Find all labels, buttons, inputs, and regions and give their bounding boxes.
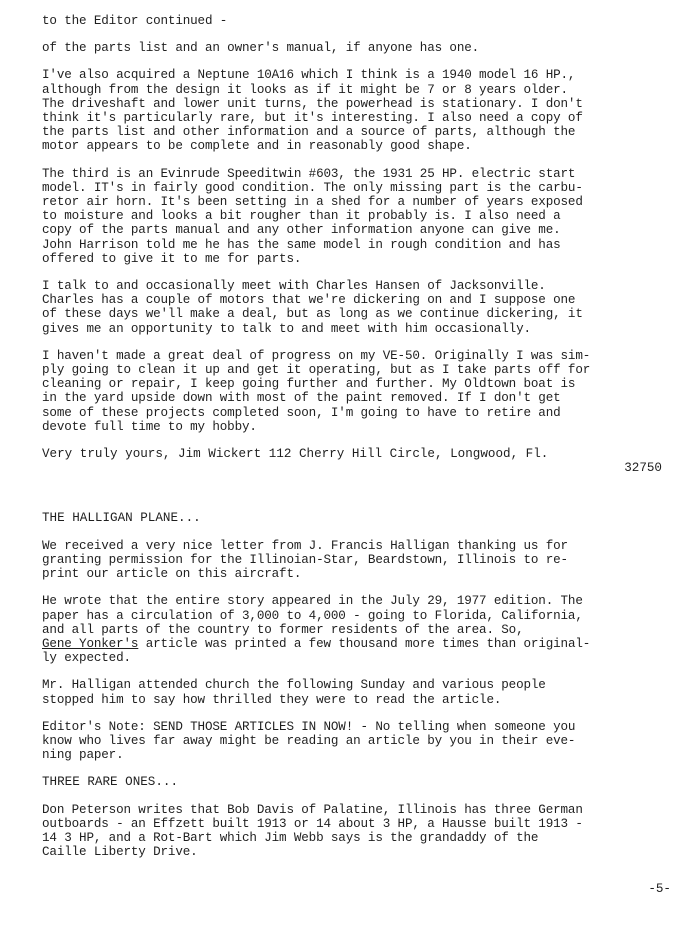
page-number: -5- (648, 882, 671, 896)
halligan-p2-text-after: article was printed a few thousand more times than original- ly expected. (42, 636, 591, 666)
letter-paragraph-2: I've also acquired a Neptune 10A16 which I think is a 1940 model 16 HP., although from the design it looks as if it might be 7 or 8 years older. The driveshaft and lower unit turns, the powerhead is stationary. I don't think it's particularly rare, but it's interesting. I also need a copy of the parts list and other information and a source of parts, although the motor appears to be complete and in reasonably good shape. (42, 68, 583, 154)
halligan-paragraph-1: We received a very nice letter from J. Francis Halligan thanking us for granting permission for the Illinoian-Star, Beardstown, Illinois to re- print our article on this aircraft. (42, 538, 568, 582)
editors-note: Editor's Note: SEND THOSE ARTICLES IN NOW! - No telling when someone you know who lives far away might be reading an article by you in their eve- ning paper. (42, 719, 576, 763)
halligan-paragraph-2 (42, 594, 668, 665)
author-name-underlined: Gene Yonker's (42, 636, 139, 651)
section-heading-rare: THREE RARE ONES... (42, 775, 179, 790)
rare-paragraph-1: Don Peterson writes that Bob Davis of Palatine, Illinois has three German outboards - an Effzett built 1913 or 14 about 3 HP, a Hausse built 1913 - 14 3 HP, and a Rot-Bart which Jim Webb says is the grandaddy of the Caille Liberty Drive. (42, 802, 583, 860)
letter-paragraph-4: I talk to and occasionally meet with Charles Hansen of Jacksonville. Charles has a couple of motors that we're dickering on and I suppose one of these days we'll make a deal, but as long as we continue dickering, it gives me an opportunity to talk to and meet with him occasionally. (42, 279, 583, 336)
halligan-paragraph-3: Mr. Halligan attended church the following Sunday and various people stopped him to say how thrilled they were to read the article. (42, 678, 546, 707)
letter-paragraph-3: The third is an Evinrude Speeditwin #603, the 1931 25 HP. electric start model. IT's in fairly good condition. The only missing part is the carbu- retor air horn. It's been setting in a shed for a number of years exposed to moisture and looks a bit rougher than it probably is. I also need a copy of the parts manual and any other information anyone can give me. John Harrison told me he has the same model in rough condition and has offered to give it to me for parts. (42, 166, 583, 266)
continued-header: to the Editor continued - (42, 14, 228, 28)
letter-paragraph-1: of the parts list and an owner's manual, if anyone has one. (42, 41, 480, 56)
zip-code: 32750 (624, 461, 662, 476)
section-heading-halligan: THE HALLIGAN PLANE... (42, 511, 201, 526)
halligan-p2-text-before: He wrote that the entire story appeared in the July 29, 1977 edition. The paper has a circulation of 3,000 to 4,000 - going to Florida, California, and all parts of the country to former residents of the area. So, (42, 594, 583, 637)
signature-line: Very truly yours, Jim Wickert 112 Cherry Hill Circle, Longwood, Fl. (42, 447, 549, 462)
document-page (42, 14, 668, 872)
letter-paragraph-5: I haven't made a great deal of progress on my VE-50. Originally I was sim- ply going to clean it up and get it operating, but as I take parts off for cleaning or repair, I keep going further and further. My Oldtown boat is in the yard upside down with most of the paint removed. If I don't get some of these projects completed soon, I'm going to have to retire and devote full time to my hobby. (42, 348, 591, 434)
